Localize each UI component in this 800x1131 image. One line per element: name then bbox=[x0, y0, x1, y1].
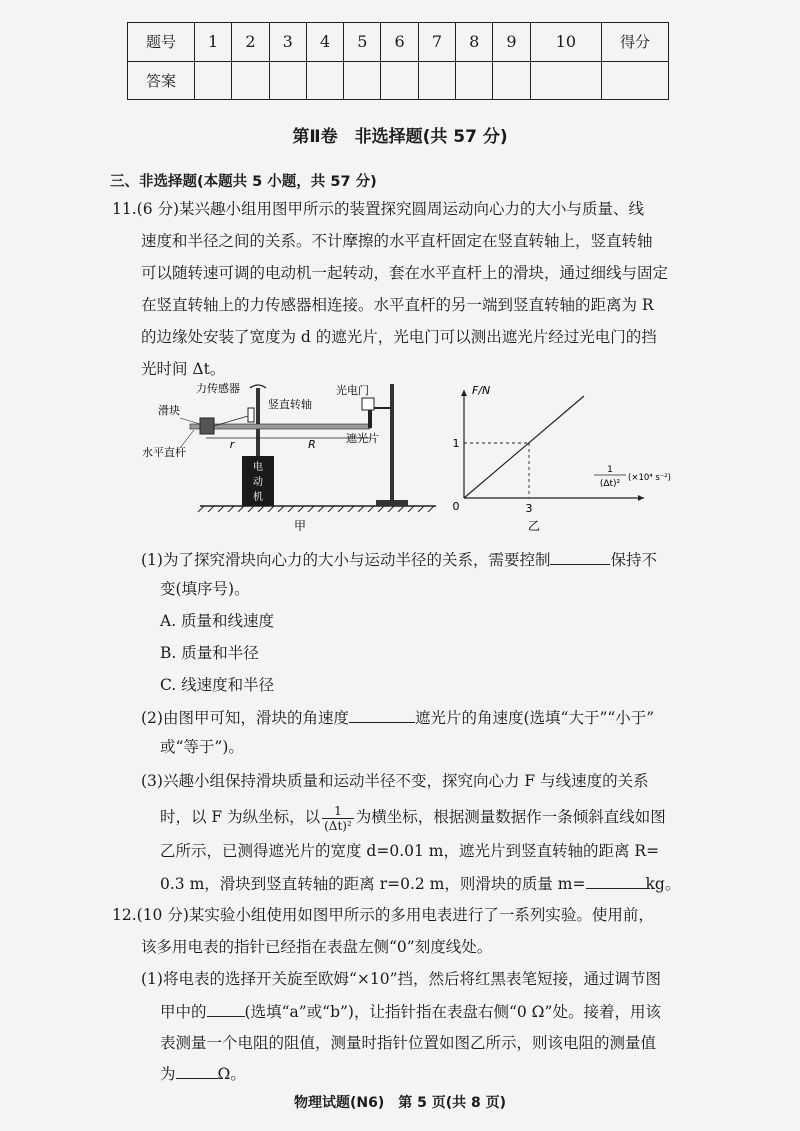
q11-line: 可以随转速可调的电动机一起转动，套在水平直杆上的滑块，通过细线与固定 bbox=[141, 264, 669, 282]
answer-cell[interactable] bbox=[530, 61, 601, 100]
q11-line: 的边缘处安装了宽度为 d 的遮光片，光电门可以测出遮光片经过光电门的挡 bbox=[141, 328, 657, 346]
answer-cell[interactable] bbox=[456, 61, 493, 100]
q11-line: 光时间 Δt。 bbox=[141, 360, 226, 378]
ground-hatch bbox=[198, 506, 434, 512]
q11-sub3-text: 时，以 F 为纵坐标，以 bbox=[160, 808, 321, 826]
figure-b-caption: 乙 bbox=[527, 519, 541, 533]
slider-block bbox=[200, 418, 214, 434]
q11-sub2-line-2: 或“等于”)。 bbox=[160, 738, 244, 756]
r-label: r bbox=[229, 438, 235, 451]
y-axis-arrow bbox=[461, 390, 467, 396]
q12-sub1-text-3: 为 bbox=[160, 1065, 176, 1083]
option-b[interactable]: B. 质量和半径 bbox=[160, 644, 259, 662]
stand-base bbox=[376, 500, 408, 506]
q12-sub1-text: 甲中的 bbox=[160, 1003, 207, 1021]
x-label-num: 1 bbox=[607, 465, 613, 475]
answer-cell[interactable] bbox=[269, 61, 306, 100]
question-number: 4 bbox=[306, 23, 343, 62]
fit-line bbox=[464, 396, 584, 498]
frac-numerator: 1 bbox=[322, 804, 354, 819]
q12-line: 12.(10 分)某实验小组使用如图甲所示的多用电表进行了一系列实验。使用前， bbox=[112, 906, 654, 924]
question-number: 8 bbox=[456, 23, 493, 62]
q12-sub1-blank[interactable] bbox=[207, 1000, 245, 1017]
q12-sub1-text-2: (选填“a”或“b”)，让指针指在表盘右侧“0 Ω”处。接着，用该 bbox=[244, 1003, 661, 1021]
q11-sub1-text-2: 保持不 bbox=[610, 551, 657, 569]
question-number: 3 bbox=[269, 23, 306, 62]
q11-sub1-line bbox=[141, 548, 657, 571]
shade-plate bbox=[368, 408, 372, 428]
rod-leader bbox=[180, 430, 194, 448]
horizontal-rod-label: 水平直杆 bbox=[142, 446, 186, 459]
q11-line: 速度和半径之间的关系。不计摩擦的水平直杆固定在竖直转轴上，竖直转轴 bbox=[141, 232, 653, 250]
q11-sub1-blank[interactable] bbox=[550, 548, 610, 565]
q12-sub1-line-4 bbox=[160, 1062, 246, 1085]
question-number: 2 bbox=[232, 23, 269, 62]
vertical-shaft bbox=[256, 388, 260, 456]
q11-line: 11.(6 分)某兴趣小组用图甲所示的装置探究圆周运动向心力的大小与质量、线 bbox=[112, 200, 645, 218]
R-label: R bbox=[308, 438, 316, 451]
q11-sub3-blank[interactable] bbox=[586, 872, 646, 889]
frac-denominator: (Δt)² bbox=[324, 818, 352, 833]
x-tick: 3 bbox=[525, 502, 533, 515]
photogate bbox=[362, 398, 374, 410]
motor-label-1: 电 bbox=[253, 462, 263, 473]
q11-sub3-line-4 bbox=[160, 872, 680, 895]
slider-leader bbox=[180, 418, 200, 424]
q11-sub3-text-4: kg。 bbox=[645, 875, 681, 893]
q11-sub3-line-2 bbox=[160, 800, 666, 834]
x-label-den: (Δt)² bbox=[599, 479, 621, 489]
force-sensor-label: 力传感器 bbox=[196, 382, 240, 395]
question-number: 9 bbox=[493, 23, 530, 62]
answer-table-header-row bbox=[128, 23, 669, 62]
score-label: 得分 bbox=[602, 23, 669, 62]
q11-sub2-text-2: 遮光片的角速度(选填“大于”“小于” bbox=[414, 709, 655, 727]
q11-line: 在竖直转轴上的力传感器相连接。水平直杆的另一端到竖直转轴的距离为 R bbox=[141, 296, 654, 314]
q12-sub1-line-3: 表测量一个电阻的阻值，测量时指针位置如图乙所示，则该电阻的测量值 bbox=[160, 1034, 657, 1052]
q11-sub3-fraction bbox=[322, 804, 354, 833]
force-sensor bbox=[248, 408, 254, 422]
figure-apparatus bbox=[140, 378, 440, 538]
answer-cell[interactable] bbox=[344, 61, 381, 100]
shade-label: 遮光片 bbox=[346, 432, 379, 445]
q11-sub2-blank[interactable] bbox=[349, 706, 415, 723]
origin-label: 0 bbox=[452, 500, 460, 513]
question-number: 7 bbox=[418, 23, 455, 62]
figure-a-caption: 甲 bbox=[293, 519, 307, 533]
answer-cell[interactable] bbox=[381, 61, 418, 100]
answer-cell[interactable] bbox=[493, 61, 530, 100]
question-number: 5 bbox=[344, 23, 381, 62]
answer-cell[interactable] bbox=[418, 61, 455, 100]
motor-label-2: 动 bbox=[253, 477, 263, 488]
question-number-label: 题号 bbox=[128, 23, 195, 62]
answer-cell[interactable] bbox=[195, 61, 232, 100]
y-tick: 1 bbox=[452, 437, 460, 450]
q12-sub1-line-2 bbox=[160, 1000, 661, 1023]
score-cell[interactable] bbox=[602, 61, 669, 100]
answer-label: 答案 bbox=[128, 61, 195, 100]
answer-table-answer-row bbox=[128, 61, 669, 100]
photogate-stand bbox=[390, 384, 394, 502]
q12-sub1-line: (1)将电表的选择开关旋至欧姆“×10”挡，然后将红黑表笔短接，通过调节图 bbox=[141, 970, 662, 988]
q12-line-2: 该多用电表的指针已经指在表盘左侧“0”刻度线处。 bbox=[141, 938, 493, 956]
x-axis-arrow bbox=[638, 495, 644, 501]
q11-sub3-line-3: 乙所示，已测得遮光片的宽度 d=0.01 m，遮光片到竖直转轴的距离 R= bbox=[160, 842, 660, 860]
page-footer: 物理试题(N6) 第 5 页(共 8 页) bbox=[293, 1095, 507, 1111]
q12-sub1-text-4: Ω。 bbox=[217, 1065, 246, 1083]
rotation-arrow bbox=[250, 385, 266, 388]
x-label-unit: (×10⁴ s⁻²) bbox=[628, 473, 672, 483]
q11-sub1-text: (1)为了探究滑块向心力的大小与运动半径的关系，需要控制 bbox=[141, 551, 551, 569]
answer-table bbox=[127, 22, 669, 100]
q11-sub2-line bbox=[141, 706, 654, 729]
q11-sub3-line: (3)兴趣小组保持滑块质量和运动半径不变，探究向心力 F 与线速度的关系 bbox=[141, 772, 649, 790]
photogate-label: 光电门 bbox=[336, 384, 369, 397]
motor-label-3: 机 bbox=[253, 492, 263, 503]
vertical-shaft-label: 竖直转轴 bbox=[268, 398, 312, 411]
question-number: 6 bbox=[381, 23, 418, 62]
slider-label: 滑块 bbox=[158, 404, 180, 417]
figure-graph bbox=[444, 380, 694, 535]
question-number: 1 bbox=[195, 23, 232, 62]
q11-sub3-text-3: 0.3 m，滑块到竖直转轴的距离 r=0.2 m，则滑块的质量 m= bbox=[160, 875, 586, 893]
q12-sub1-blank-2[interactable] bbox=[176, 1062, 218, 1079]
q11-sub2-text: (2)由图甲可知，滑块的角速度 bbox=[141, 709, 349, 727]
part-title: 三、非选择题(本题共 5 小题，共 57 分) bbox=[110, 174, 377, 190]
q11-sub1-line-2: 变(填序号)。 bbox=[160, 580, 250, 598]
y-axis-label: F/N bbox=[472, 384, 491, 397]
section-title: 第Ⅱ卷 非选择题(共 57 分) bbox=[292, 127, 508, 147]
q11-sub3-text-2: 为横坐标，根据测量数据作一条倾斜直线如图 bbox=[355, 808, 666, 826]
option-a[interactable]: A. 质量和线速度 bbox=[160, 612, 275, 630]
answer-cell[interactable] bbox=[306, 61, 343, 100]
question-number: 10 bbox=[530, 23, 601, 62]
option-c[interactable]: C. 线速度和半径 bbox=[160, 676, 275, 694]
answer-cell[interactable] bbox=[232, 61, 269, 100]
